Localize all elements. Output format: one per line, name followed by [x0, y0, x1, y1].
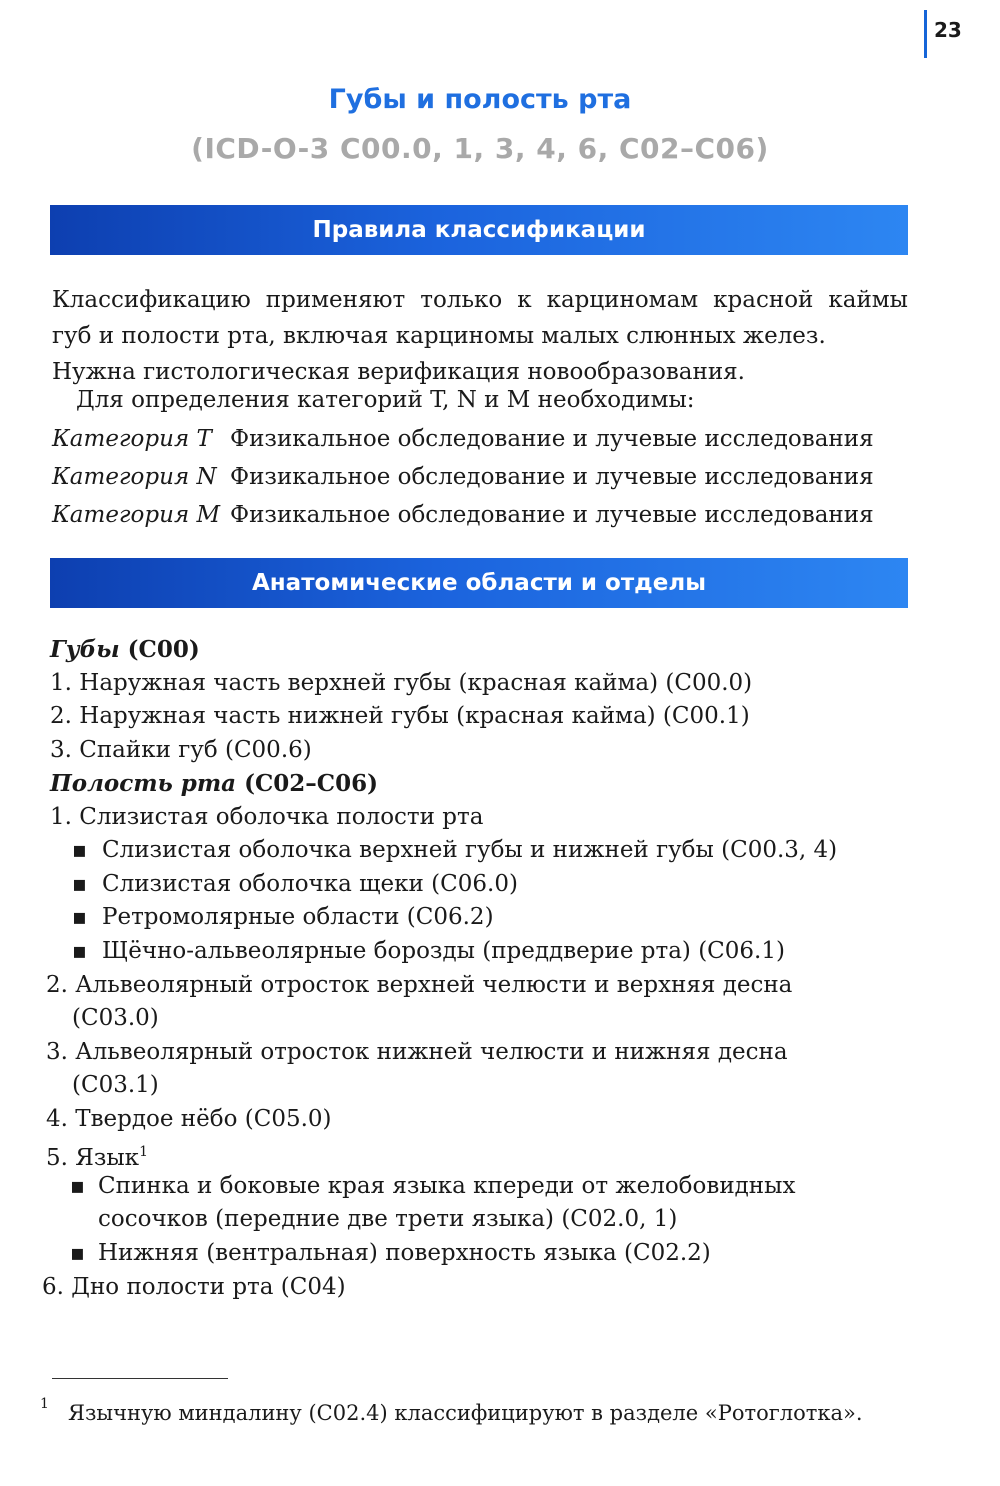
category-row [52, 421, 912, 457]
section-heading-classification-rules: Правила классификации [50, 205, 908, 255]
category-label: Категория N [52, 464, 217, 490]
category-text: Физикальное обследование и лучевые исследования [230, 502, 874, 528]
footnote-mark: 1 [40, 1396, 49, 1412]
tongue-label: 5. Язык [46, 1145, 140, 1171]
list-item: 3. Спайки губ (C00.6) [50, 737, 312, 763]
category-label: Категория T [52, 426, 212, 452]
footnote-text: Язычную миндалину (C02.4) классифицируют в разделе «Ротоглотка». [68, 1401, 863, 1425]
page-number: 23 [934, 18, 962, 42]
sub-list-item: Слизистая оболочка щеки (C06.0) [102, 871, 518, 897]
category-row [52, 497, 912, 533]
bullet-icon: ▪ [70, 1174, 85, 1199]
bullet-icon: ▪ [72, 838, 87, 863]
sub-list-item: Щёчно-альвеолярные борозды (преддверие рта) (C06.1) [102, 938, 785, 964]
list-item: 2. Альвеолярный отросток верхней челюсти и верхняя десна [46, 972, 793, 998]
rules-paragraph-last: Нужна гистологическая верификация новообразования. [52, 359, 745, 385]
category-label: Категория M [52, 502, 221, 528]
list-item-continuation: (C03.0) [72, 1005, 159, 1031]
sub-list-item: Слизистая оболочка верхней губы и нижней губы (C00.3, 4) [102, 837, 838, 863]
section-heading-anatomy: Анатомические области и отделы [50, 558, 908, 608]
lips-heading-name: Губы [50, 636, 120, 663]
oral-heading-name: Полость рта [50, 770, 237, 797]
category-text: Физикальное обследование и лучевые исследования [230, 464, 874, 490]
oral-cavity-heading [50, 767, 378, 800]
page-subtitle-icd-codes: (ICD-O-3 C00.0, 1, 3, 4, 6, C02–C06) [191, 132, 769, 165]
page-number-bar [924, 10, 927, 58]
rules-intro: Для определения категорий T, N и M необходимы: [76, 387, 695, 413]
lips-heading-code: (C00) [119, 636, 200, 663]
list-item: 6. Дно полости рта (C04) [42, 1274, 346, 1300]
rules-paragraph [52, 282, 908, 390]
list-item-continuation: (C03.1) [72, 1072, 159, 1098]
sub-list-item-continuation: сосочков (передние две трети языка) (C02.0, 1) [98, 1206, 678, 1232]
list-item: 2. Наружная часть нижней губы (красная кайма) (C00.1) [50, 703, 750, 729]
list-item: 4. Твердое нёбо (C05.0) [46, 1106, 332, 1132]
bullet-icon: ▪ [72, 905, 87, 930]
list-item: 1. Слизистая оболочка полости рта [50, 804, 484, 830]
list-item: 3. Альвеолярный отросток нижней челюсти и нижняя десна [46, 1039, 788, 1065]
sub-list-item: Спинка и боковые края языка кпереди от желобовидных [98, 1173, 796, 1199]
bullet-icon: ▪ [70, 1241, 85, 1266]
oral-heading-code: (C02–C06) [236, 770, 378, 797]
footnote-reference: 1 [139, 1144, 148, 1160]
bullet-icon: ▪ [72, 939, 87, 964]
rules-paragraph-body: Классификацию применяют только к карциномам красной каймы губ и полости рта, включая карциномы малых слюнных желез. [52, 287, 908, 349]
sub-list-item: Нижняя (вентральная) поверхность языка (C02.2) [98, 1240, 711, 1266]
footnote-divider [52, 1378, 228, 1379]
category-row [52, 459, 912, 495]
sub-list-item: Ретромолярные области (C06.2) [102, 904, 494, 930]
bullet-icon: ▪ [72, 872, 87, 897]
page-title: Губы и полость рта [328, 84, 632, 115]
lips-heading [50, 633, 200, 666]
list-item: 1. Наружная часть верхней губы (красная кайма) (C00.0) [50, 670, 753, 696]
category-text: Физикальное обследование и лучевые исследования [230, 426, 874, 452]
